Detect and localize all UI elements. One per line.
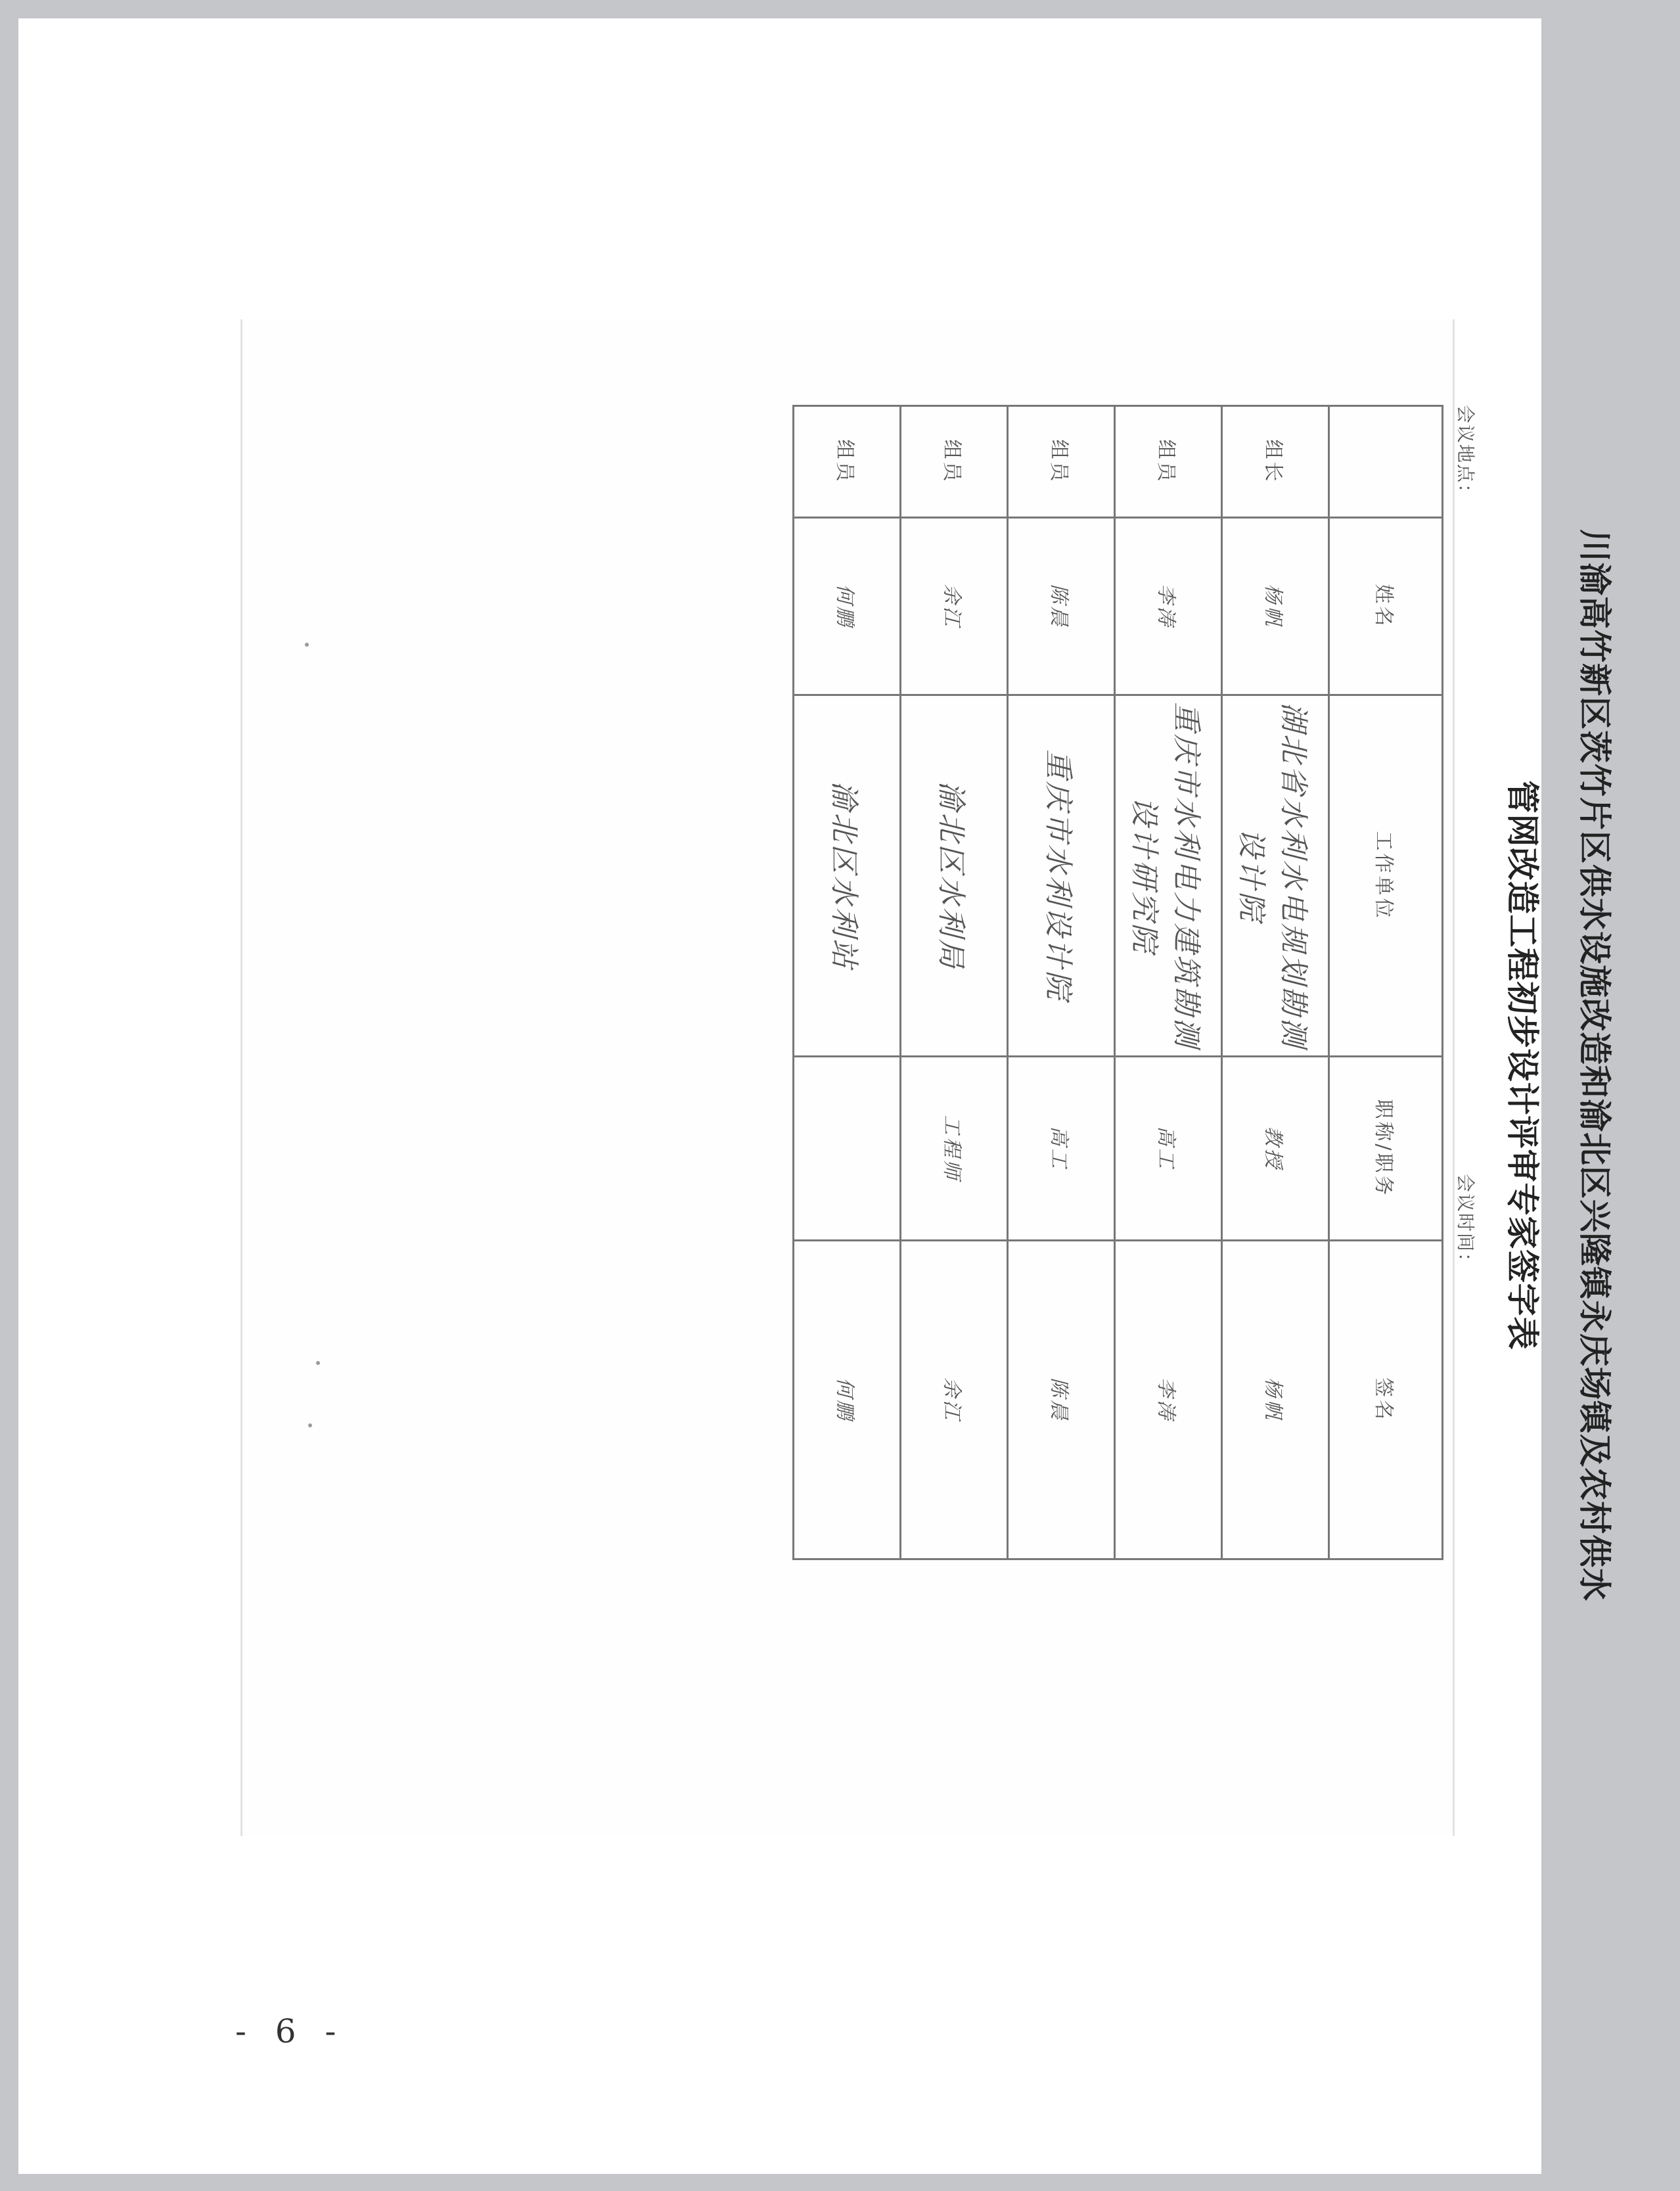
- scan-speck: [308, 1423, 312, 1427]
- title-cell: 高工: [1008, 1057, 1115, 1241]
- rotated-form-content: [497, 365, 1680, 1765]
- role-cell: 组长: [1222, 406, 1329, 518]
- unit-cell: 渝北区水利站: [794, 695, 901, 1057]
- scan-speck: [305, 643, 309, 647]
- name-cell: 李涛: [1115, 518, 1222, 695]
- title-cell: 工程师: [901, 1057, 1008, 1241]
- unit-cell: 渝北区水利局: [901, 695, 1008, 1057]
- header-role: [1329, 406, 1443, 518]
- unit-cell: 重庆市水利电力建筑勘测设计研究院: [1115, 695, 1222, 1057]
- signature-cell: 杨帆: [1222, 1241, 1329, 1559]
- signature-cell: 何鹏: [794, 1241, 901, 1559]
- title-cell: 教授: [1222, 1057, 1329, 1241]
- name-cell: 陈晨: [1008, 518, 1115, 695]
- header-title: 职称/职务: [1329, 1057, 1443, 1241]
- signature-cell: 余江: [901, 1241, 1008, 1559]
- title-cell: 高工: [1115, 1057, 1222, 1241]
- meeting-time-label: 会议时间：: [1455, 1174, 1476, 1273]
- meeting-location-label: 会议地点：: [1455, 405, 1476, 504]
- role-cell: 组员: [901, 406, 1008, 518]
- role-cell: 组员: [1115, 406, 1222, 518]
- table-row: [1008, 406, 1115, 1559]
- table-row: [1222, 406, 1329, 1559]
- page-number: - 6 -: [235, 2012, 346, 2050]
- scan-speck: [316, 1361, 320, 1365]
- header-unit: 工作单位: [1329, 695, 1443, 1057]
- table-row: [901, 406, 1008, 1559]
- document-page: [18, 18, 1614, 2174]
- unit-cell: 湖北省水利水电规划勘测设计院: [1222, 695, 1329, 1057]
- role-cell: 组员: [1008, 406, 1115, 518]
- header-name: 姓名: [1329, 518, 1443, 695]
- signature-cell: 李涛: [1115, 1241, 1222, 1559]
- signature-cell: 陈晨: [1008, 1241, 1115, 1559]
- role-cell: 组员: [794, 406, 901, 518]
- form-title-line2: 管网改造工程初步设计评审专家签字表: [1503, 780, 1542, 1350]
- table-header-row: [1329, 406, 1443, 1559]
- unit-cell: 重庆市水利设计院: [1008, 695, 1115, 1057]
- header-signature: 签名: [1329, 1241, 1443, 1559]
- title-cell: [794, 1057, 901, 1241]
- scanned-form: [240, 319, 1614, 1836]
- name-cell: 杨帆: [1222, 518, 1329, 695]
- table-row: [1115, 406, 1222, 1559]
- table-row: [794, 406, 901, 1559]
- name-cell: 余江: [901, 518, 1008, 695]
- form-title-line1: 川渝高竹新区茨竹片区供水设施改造和渝北区兴隆镇永庆场镇及农村供水: [1576, 529, 1614, 1602]
- expert-signature-table: [792, 405, 1443, 1560]
- name-cell: 何鹏: [794, 518, 901, 695]
